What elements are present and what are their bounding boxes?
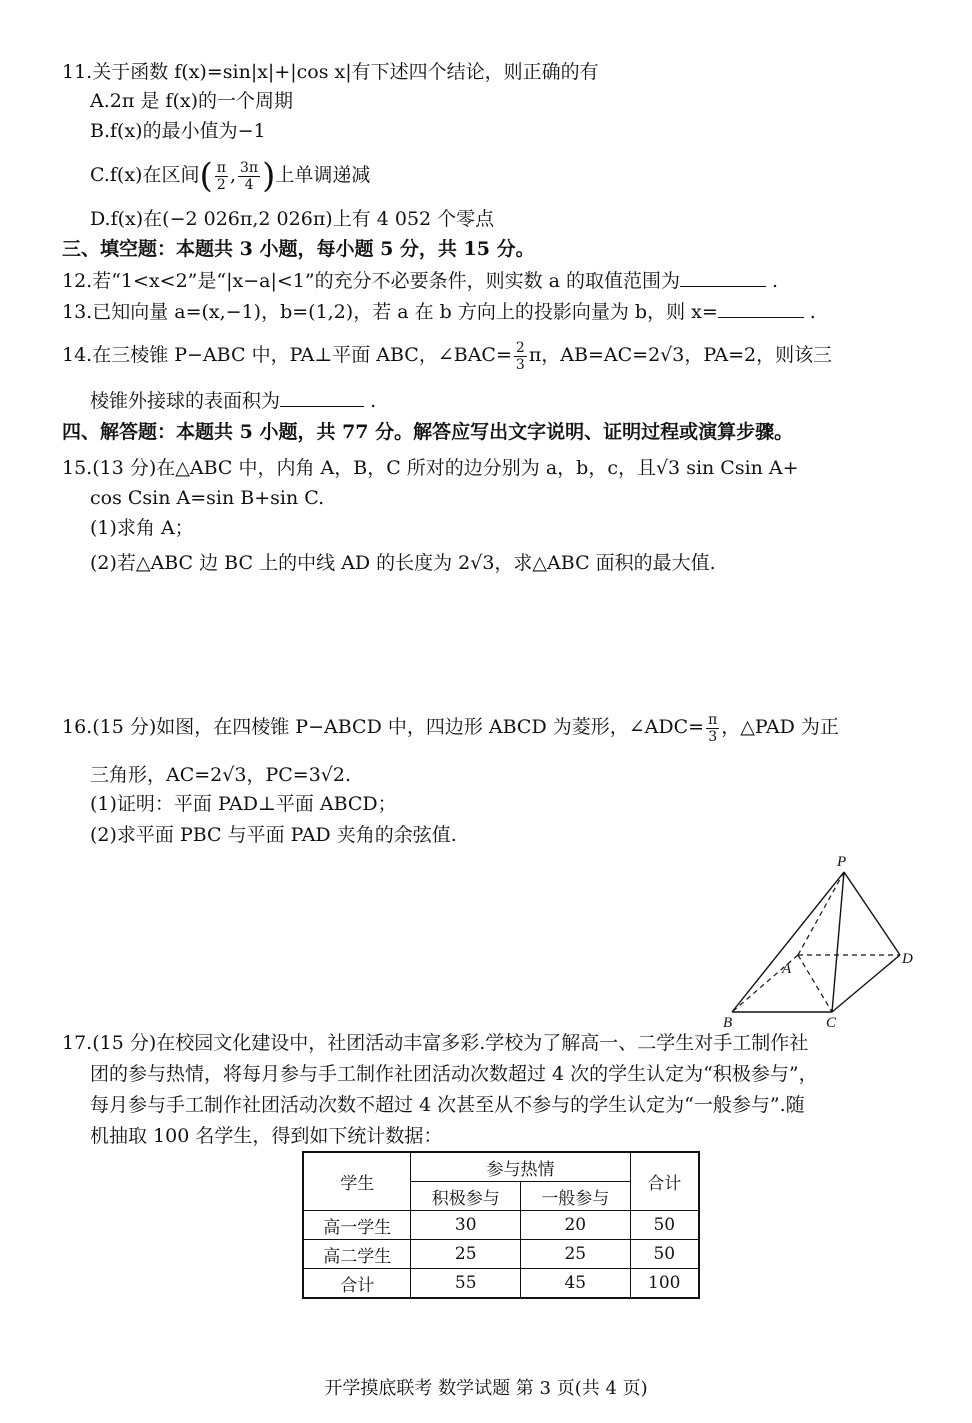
q11-option-d: D.f(x)在(−2 026π,2 026π)上有 4 052 个零点 [90, 208, 495, 230]
table-row: 合计 55 45 100 [303, 1269, 699, 1299]
edge-pb [732, 872, 844, 1012]
q16-line2: 三角形，AC=2√3，PC=3√2. [90, 764, 352, 786]
edge-cd [832, 955, 900, 1012]
q11-option-a: A.2π 是 f(x)的一个周期 [90, 90, 293, 112]
q11-stem: 11.关于函数 f(x)=sin|x|+|cos x|有下述四个结论，则正确的有 [62, 61, 599, 83]
q17-line2: 团的参与热情，将每月参与手工制作社团活动次数超过 4 次的学生认定为“积极参与”， [90, 1063, 818, 1085]
label-a: A [782, 961, 792, 977]
q17-line3: 每月参与手工制作社团活动次数不超过 4 次甚至从不参与的学生认定为“一般参与”.随 [90, 1094, 805, 1116]
label-b: B [723, 1015, 733, 1030]
pyramid-figure [720, 852, 920, 1030]
header-total: 合计 [630, 1152, 699, 1211]
section-4-heading: 四、解答题：本题共 5 小题，共 77 分。解答应写出文字说明、证明过程或演算步骤。 [62, 421, 794, 443]
label-p: P [837, 854, 847, 870]
q15-line2: cos Csin A=sin B+sin C. [90, 487, 325, 509]
q16-line1: 16.(15 分)如图，在四棱锥 P−ABCD 中，四边形 ABCD 为菱形，∠ADC= $\frac{\pi}{3}$ ，△PAD 为正 [62, 711, 839, 745]
q16-part2: (2)求平面 PBC 与平面 PAD 夹角的余弦值. [90, 824, 457, 846]
label-d: D [902, 951, 913, 967]
label-c: C [826, 1015, 837, 1030]
q14-line2: 棱锥外接球的表面积为 . [90, 390, 377, 412]
edge-pc [832, 872, 844, 1012]
q16-part1: (1)证明：平面 PAD⊥平面 ABCD； [90, 793, 397, 815]
page-footer: 开学摸底联考 数学试题 第 3 页(共 4 页) [324, 1378, 648, 1399]
q12: 12.若“1<x<2”是“|x−a|<1”的充分不必要条件，则实数 a 的取值范围为 . [62, 270, 779, 292]
table-row: 高二学生 25 25 50 [303, 1240, 699, 1269]
q15-part2: (2)若△ABC 边 BC 上的中线 AD 的长度为 2√3，求△ABC 面积的最大值. [90, 552, 716, 574]
q11-option-b: B.f(x)的最小值为−1 [90, 120, 266, 142]
edge-pd [844, 872, 900, 955]
edge-pa [798, 872, 844, 955]
q14-line1: 14.在三棱锥 P−ABC 中，PA⊥平面 ABC，∠BAC= $\frac{2}{3}$ π，AB=AC=2√3，PA=2，则该三 [62, 339, 833, 373]
q13: 13.已知向量 a=(x,−1)，b=(1,2)，若 a 在 b 方向上的投影向量为 b，则 x= . [62, 301, 816, 323]
q17-line4: 机抽取 100 名学生，得到如下统计数据： [90, 1125, 443, 1147]
edge-ac [798, 955, 832, 1012]
section-3-heading: 三、填空题：本题共 3 小题，每小题 5 分，共 15 分。 [62, 238, 535, 260]
header-participation: 参与热情 [411, 1152, 630, 1182]
table-row: 高一学生 30 20 50 [303, 1211, 699, 1240]
table-header-row [303, 1152, 699, 1182]
header-general: 一般参与 [521, 1182, 631, 1211]
header-student: 学生 [303, 1152, 411, 1211]
statistics-table [302, 1151, 700, 1299]
q15-part1: (1)求角 A； [90, 517, 194, 539]
q11-option-c: C.f(x)在区间( $\frac{\pi}{2}$ , $\frac{3\pi}{4}$ )上单调递减 [90, 156, 371, 196]
header-active: 积极参与 [411, 1182, 521, 1211]
q17-line1: 17.(15 分)在校园文化建设中，社团活动丰富多彩.学校为了解高一、二学生对手工制作社 [62, 1032, 809, 1054]
q15-line1: 15.(13 分)在△ABC 中，内角 A，B，C 所对的边分别为 a，b，c，且√3 sin Csin A+ [62, 457, 799, 479]
